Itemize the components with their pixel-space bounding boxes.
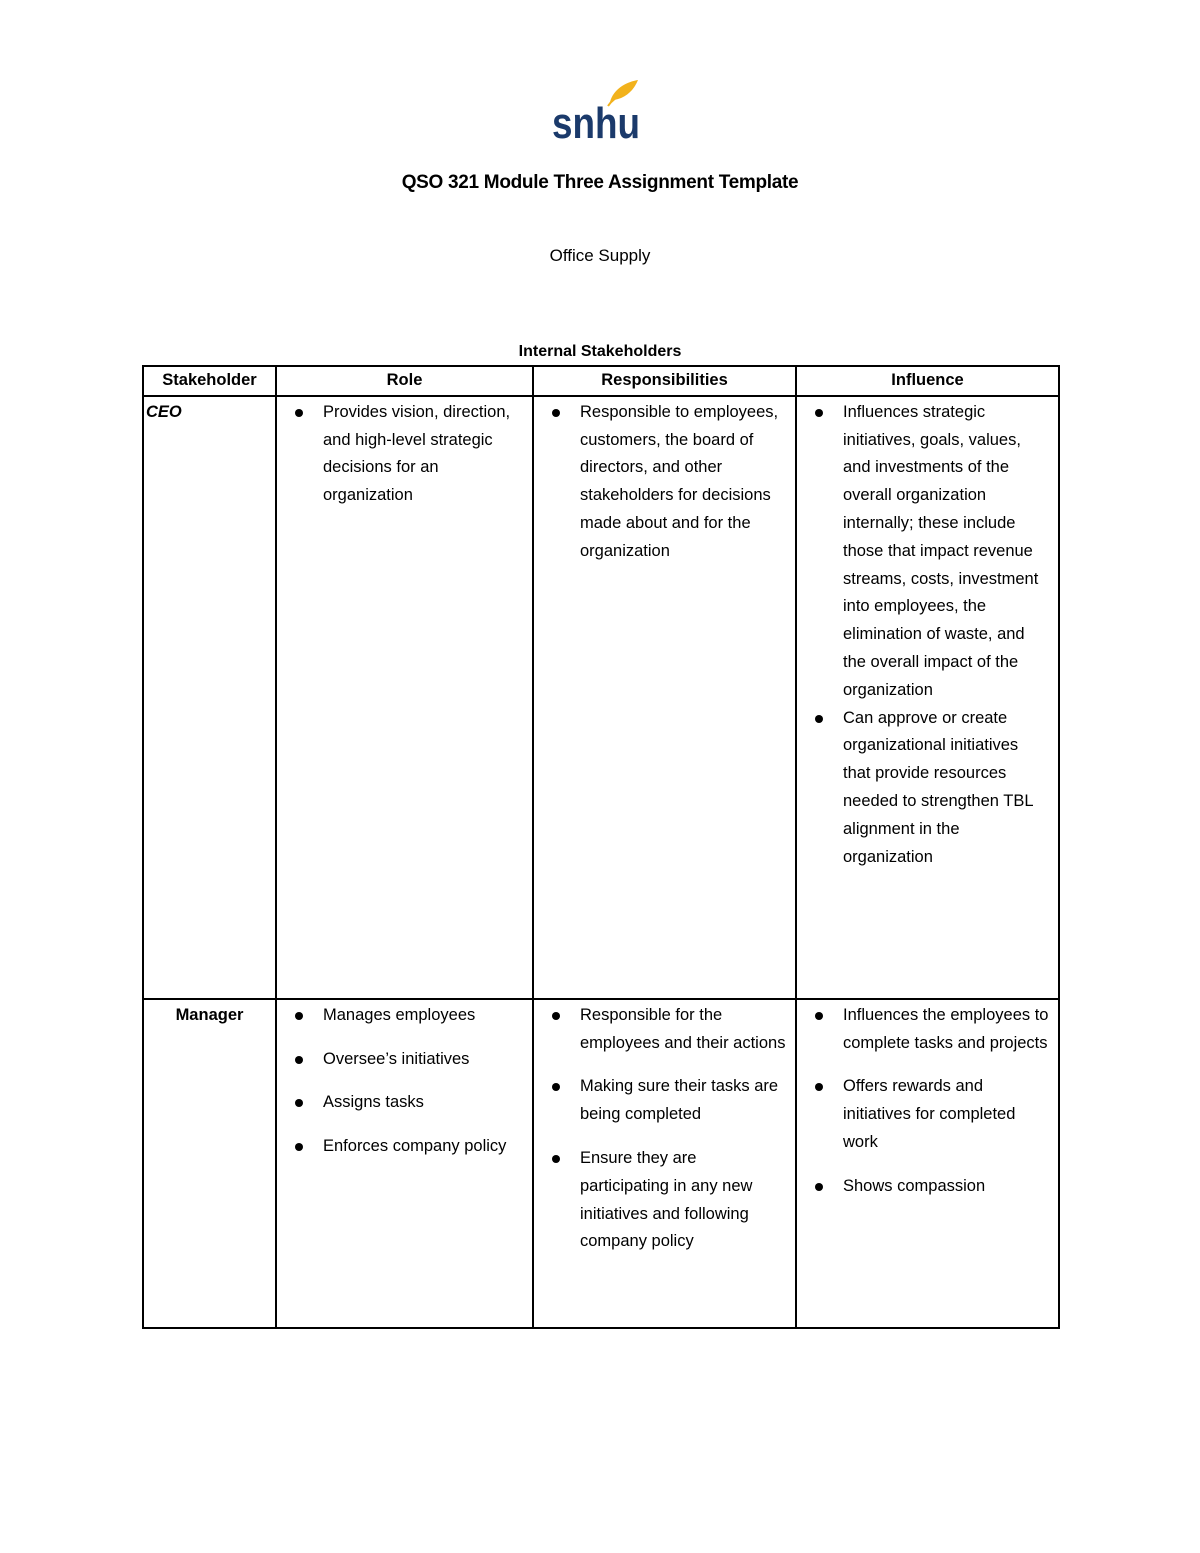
table-caption: Internal Stakeholders [518,343,682,360]
stakeholder-table [142,365,1060,1329]
stakeholder-name: CEO [143,396,276,999]
list-item: Oversee’s initiatives [285,1046,524,1074]
table-row [143,396,1059,999]
role-cell [276,999,533,1328]
list-item: Ensure they are participating in any new initiatives and following company policy [542,1145,787,1256]
list-item: Assigns tasks [285,1089,524,1117]
list-item: Shows compassion [805,1173,1050,1201]
list-item: Influences strategic initiatives, goals, values, and investments of the overall organization internally; these include those that impact revenue streams, costs, investment into employees, the elimination of waste, and the overall impact of the organization [805,399,1050,705]
role-cell [276,396,533,999]
document-title: QSO 321 Module Three Assignment Template [401,172,799,193]
header-stakeholder: Stakeholder [143,366,276,396]
header-role: Role [276,366,533,396]
header-influence: Influence [796,366,1059,396]
list-item: Enforces company policy [285,1133,524,1161]
list-item: Offers rewards and initiatives for completed work [805,1073,1050,1156]
document-subtitle: Office Supply [549,246,651,265]
responsibilities-cell [533,396,796,999]
list-item: Influences the employees to complete tasks and projects [805,1002,1050,1058]
responsibilities-cell [533,999,796,1328]
list-item: Manages employees [285,1002,524,1030]
influence-cell [796,999,1059,1328]
table-header-row [143,366,1059,396]
list-item: Making sure their tasks are being completed [542,1073,787,1129]
snhu-logo [552,78,644,148]
svg-text:snhu: snhu [552,99,640,148]
list-item: Responsible to employees, customers, the board of directors, and other stakeholders for decisions made about and for the organization [542,399,787,566]
table-row [143,999,1059,1328]
list-item: Provides vision, direction, and high-level strategic decisions for an organization [285,399,524,510]
stakeholder-name: Manager [143,999,276,1328]
header-responsibilities: Responsibilities [533,366,796,396]
influence-cell [796,396,1059,999]
list-item: Responsible for the employees and their actions [542,1002,787,1058]
list-item: Can approve or create organizational initiatives that provide resources needed to strengthen TBL alignment in the organization [805,705,1050,872]
